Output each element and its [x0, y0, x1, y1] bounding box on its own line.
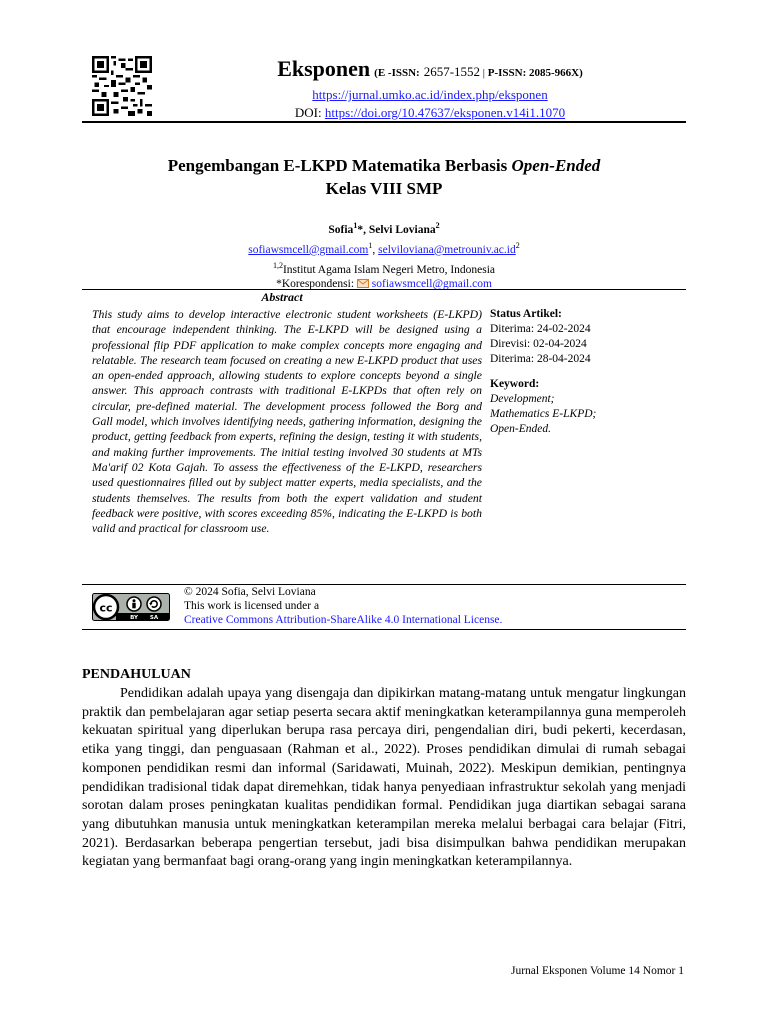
author-names: Sofia$^1$*, Selvi Loviana$^2$ — [328, 221, 440, 236]
title-line1-italic: Open-Ended — [511, 156, 601, 175]
affiliation — [84, 258, 684, 278]
svg-text:cc: cc — [99, 601, 113, 615]
author-2-sup: 2 — [435, 221, 440, 230]
correspondence-email[interactable]: sofiawsmcell@gmail.com — [371, 278, 492, 291]
journal-header — [190, 56, 670, 122]
affiliation-text: Institut Agama Islam Negeri Metro, Indonesia — [282, 263, 496, 276]
keyword-3: Open-Ended. — [490, 423, 551, 435]
envelope-icon — [357, 279, 369, 288]
doi-line — [190, 104, 670, 122]
keyword-heading: Keyword: — [490, 378, 540, 390]
header-divider — [82, 121, 686, 123]
license-link[interactable]: Creative Commons Attribution-ShareAlike 4.0 International License. — [184, 614, 503, 626]
author-1: Sofia — [328, 223, 354, 236]
title-line1-plain: Pengembangan E-LKPD Matematika Berbasis — [167, 156, 508, 175]
abstract-heading: Abstract — [261, 290, 303, 304]
title-line2: Kelas VIII SMP — [325, 179, 443, 198]
keyword-list — [490, 392, 682, 437]
cc-badge-by-text: BY — [130, 615, 138, 621]
abstract-text: This study aims to develop interactive electronic student worksheets (E-LKPD) that encourage independent thinking. The E-LKPD will be designed using a professional flip PDF application to make complex concepts more engaging and relatable. The research team focused on creating a new E-LKPD product that uses an open-ended approach, allowing students to explore concepts beyond a single answer. This approach contrasts with traditional E-LKPDs that often rely on circular, pre-defined material. The development process followed the Borg and Gall model, which involves identifying needs, gathering information, designing the product, getting feedback from experts, refining the design, testing it with students, and making further improvements. The initial testing involved 30 students at MTs Ma'arif 02 Kota Gajah. To assess the effectiveness of the E-LKPD, researchers used questionnaires filled out by subject matter experts, media specialists, and the students themselves. The results from both the expert validation and student feedback were positive, with scores exceeding 85%, indicating the E-LKPD is both valid and practical for classroom use. — [92, 308, 482, 536]
article-meta — [490, 307, 682, 437]
keyword-1: Development; — [490, 393, 555, 405]
cc-by-sa-badge-icon — [92, 593, 170, 621]
author-emails: sofiawsmcell@gmail.com$^1$, $selviloviana@metrouniv.ac.id^2$ — [248, 240, 520, 256]
journal-url-link[interactable]: https://jurnal.umko.ac.id/index.php/eksponen — [312, 87, 548, 102]
intro-paragraph: Pendidikan adalah upaya yang disengaja dan dipikirkan matang-matang untuk mengatur lingkungan praktik dan pembelajaran agar setiap peserta secara aktif meningkatkan keterampilannya guna memperoleh kekuatan spiritual yang diperlukan berupa rasa percaya diri, pengendalian diri, budi pekerti, kecerdasan, etika yang tinggi, dan penguasaan (Rahman et al., 2022). Proses pendidikan dimulai di rumah sebagai komponen pendidikan resmi dan informal (Saridawati, Muinah, 2022). Meskipun demikian, pentingnya pendidikan tradisional tidak dapat diremehkan, tidak hanya penyediaan infrastruktur sekolah yang menjadi sorotan dalam proses peningkatan kualitas pendidikan formal. Pendidikan juga diartikan sebagai sarana yang dibutuhkan manusia untuk meningkatkan keterampilan mereka melalui berbagai cara belajar (Fitri, 2021). Berdasarkan beberapa pengertian tersebut, jadi bisa disimpulkan bahwa pendidikan merupakan kegiatan yang bermanfaat bagi orang-orang yang ingin meningkatkan keterampilannya. — [82, 686, 686, 870]
keyword-2: Mathematics E-LKPD; — [490, 408, 597, 420]
qr-code-icon — [92, 56, 152, 116]
license-bottom-divider — [82, 629, 686, 630]
author-1-mark: * — [357, 223, 364, 236]
correspondence-label: *Korespondensi: — [276, 278, 355, 291]
license-note: This work is licensed under a — [184, 600, 320, 612]
email-1-sup: 1 — [368, 240, 373, 250]
author-1-sup: 1 — [353, 221, 358, 230]
affiliation-sup: 1,2 — [272, 260, 283, 270]
license-text — [184, 585, 502, 627]
email-1-link[interactable]: sofiawsmcell@gmail.com — [248, 243, 369, 256]
pissn-label: P-ISSN: 2085-966X) — [487, 67, 583, 79]
doi-label: DOI: — [294, 105, 322, 120]
doi-link[interactable]: https://doi.org/10.47637/eksponen.v14i1.1070 — [324, 105, 566, 120]
eissn-value: 2657-1552 — [423, 64, 481, 79]
journal-name: Eksponen — [277, 56, 371, 81]
status-accepted: Diterima: 28-04-2024 — [490, 353, 591, 365]
authors-block — [84, 218, 684, 292]
copyright-line: © 2024 Sofia, Selvi Loviana — [184, 586, 316, 598]
paper-title — [84, 154, 684, 200]
status-heading: Status Artikel: — [490, 308, 562, 320]
status-revised: Direvisi: 02-04-2024 — [490, 338, 587, 350]
journal-title-line: Eksponen (E -ISSN: 2657-1552 | P-ISSN: 2085-966X) — [277, 56, 583, 81]
author-2: Selvi Loviana — [368, 223, 436, 236]
eissn-label: (E -ISSN: — [374, 67, 420, 79]
status-received: Diterima: 24-02-2024 — [490, 323, 591, 335]
email-2-sup: 2 — [515, 240, 520, 250]
page-footer: Jurnal Eksponen Volume 14 Nomor 1 — [510, 965, 684, 977]
section-heading: PENDAHULUAN — [82, 667, 191, 682]
cc-badge-sa-text: SA — [149, 615, 159, 621]
email-2-link[interactable]: selviloviana@metrouniv.ac.id — [378, 243, 516, 256]
